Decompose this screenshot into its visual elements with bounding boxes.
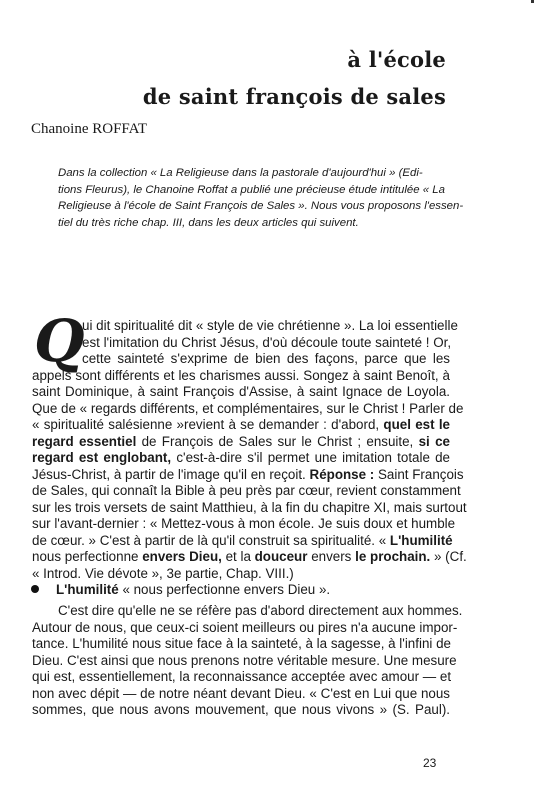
- bullet-icon: [31, 585, 39, 593]
- drop-cap: Q: [34, 307, 85, 375]
- text-line: C'est dire qu'elle ne se réfère pas d'abord directement aux hommes.: [58, 603, 463, 618]
- bullet-text: « nous perfectionne envers Dieu ».: [122, 582, 331, 597]
- text-line: nous perfectionne envers Dieu, et la douceur envers le prochain. » (Cf.: [32, 549, 467, 564]
- text-line: de Sales, qui connaît la Bible à peu près par cœur, revient constamment: [32, 483, 461, 498]
- text-line: regard essentiel de François de Sales sur le Christ ; ensuite, si ce: [32, 433, 450, 449]
- bullet-heading: L'humilité: [56, 582, 119, 597]
- intro-line: Dans la collection « La Religieuse dans la pastorale d'aujourd'hui » (Edi-: [58, 167, 423, 179]
- text-line: qui est, essentiellement, la reconnaissance acceptée avec amour — et: [32, 669, 452, 684]
- text-line: Autour de nous, que ceux-ci soient meilleurs ou pires n'a aucune impor-: [32, 619, 458, 635]
- text-line: tance. L'humilité nous situe face à la sainteté, à la sagesse, à l'infini de: [32, 636, 451, 651]
- intro-line: Religieuse à l'école de Saint François de Sales ». Nous vous proposons l'essen-: [58, 200, 464, 213]
- article-title-line-1: à l'école: [347, 47, 446, 72]
- text-line: appels sont différents et les charismes aussi. Songez à saint Benoît, à: [32, 367, 450, 383]
- text-line: saint Dominique, à saint François d'Assise, à saint Ignace de Loyola.: [32, 384, 450, 399]
- text-line: sur l'avant-dernier : « Mettez-vous à mon école. Je suis doux et humble: [32, 516, 456, 531]
- text-line: de cœur. » C'est à partir de là qu'il construit sa spiritualité. « L'humilité: [32, 532, 453, 548]
- text-line: Dieu. C'est ainsi que nous prenons notre véritable mesure. Une mesure: [32, 652, 457, 668]
- text-line: Que de « regards différents, et complémentaires, sur le Christ ! Parler de: [32, 400, 464, 416]
- text-line: « Introd. Vie dévote », 3e partie, Chap. VIII.): [32, 565, 294, 581]
- text-line: Jésus-Christ, à partir de l'image qu'il en reçoit. Réponse : Saint François: [32, 466, 464, 482]
- intro-note: [58, 165, 464, 231]
- body-paragraph-2: [32, 603, 463, 719]
- bullet-point: [31, 582, 330, 597]
- text-line: ui dit spiritualité dit « style de vie chrétienne ». La loi essentielle: [82, 318, 458, 333]
- text-line: cette sainteté s'exprime de bien des façons, parce que les: [82, 351, 450, 366]
- page-number: 23: [423, 756, 437, 770]
- text-line: non avec dépit — de notre néant devant Dieu. « C'est en Lui que nous: [32, 685, 450, 701]
- intro-line: tions Fleurus), le Chanoine Roffat a publié une précieuse étude intitulée « La: [58, 183, 445, 196]
- corner-mark: [531, 0, 534, 3]
- article-title-line-2: de saint françois de sales: [142, 84, 446, 109]
- author-name: Chanoine ROFFAT: [31, 121, 147, 137]
- body-paragraph-1: [32, 318, 467, 582]
- text-line: sommes, que nous avons mouvement, que nous vivons » (S. Paul).: [32, 702, 450, 717]
- text-line: sur les trois versets de saint Matthieu, à la fin du chapitre XI, mais surtout: [32, 499, 467, 515]
- text-line: « spiritualité salésienne »revient à se demander : d'abord, quel est le: [32, 417, 450, 432]
- text-line: regard est englobant, c'est-à-dire s'il permet une imitation totale de: [32, 450, 450, 465]
- intro-line: tiel du très riche chap. III, dans les deux articles qui suivent.: [58, 216, 359, 229]
- text-line: est l'imitation du Christ Jésus, d'où découle toute sainteté ! Or,: [82, 334, 452, 350]
